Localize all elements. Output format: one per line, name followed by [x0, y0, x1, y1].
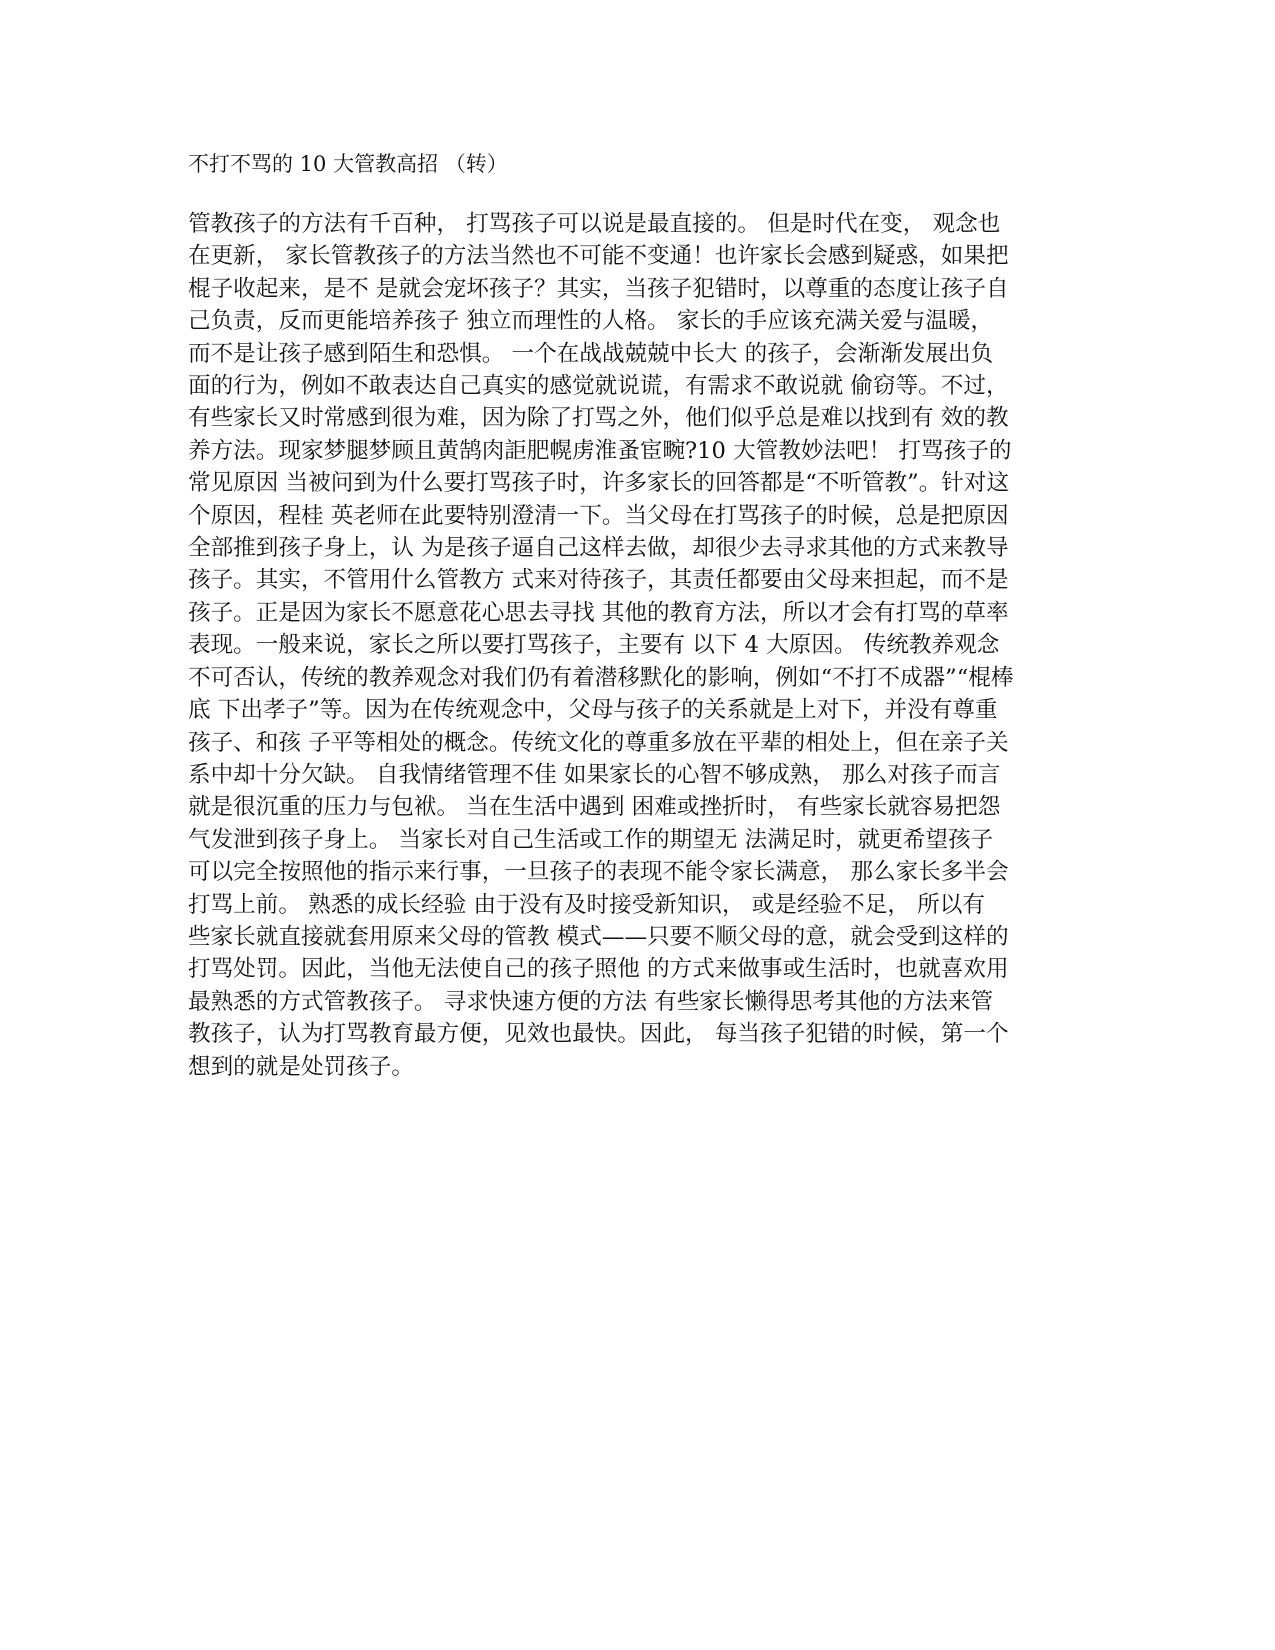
- body-line: 打骂处罚。因此，当他无法使自己的孩子照他 的方式来做事或生活时，也就喜欢用: [188, 956, 1009, 983]
- body-line: 个原因，程桂 英老师在此要特别澄清一下。当父母在打骂孩子的时候，总是把原因: [188, 502, 1009, 529]
- body-line: 系中却十分欠缺。 自我情绪管理不佳 如果家长的心智不够成熟， 那么对孩子而言: [188, 761, 1001, 788]
- body-line: 常见原因 当被问到为什么要打骂孩子时，许多家长的回答都是“不听管教”。针对这: [188, 470, 1010, 497]
- body-line: 棍子收起来，是不 是就会宠坏孩子？其实，当孩子犯错时，以尊重的态度让孩子自: [188, 275, 1009, 302]
- body-line: 孩子、和孩 子平等相处的概念。传统文化的尊重多放在平辈的相处上，但在亲子关: [188, 729, 1009, 756]
- body-line: 就是很沉重的压力与包袱。 当在生活中遇到 困难或挫折时， 有些家长就容易把怨: [188, 794, 1001, 821]
- body-line: 不可否认，传统的教养观念对我们仍有着潜移默化的影响，例如“不打不成器”“棍棒: [188, 664, 1014, 691]
- body-line: 表现。一般来说，家长之所以要打骂孩子，主要有 以下 4 大原因。 传统教养观念: [188, 632, 1000, 659]
- body-line: 面的行为，例如不敢表达自己真实的感觉就说谎，有需求不敢说就 偷窃等。不过，: [188, 373, 1009, 400]
- body-line: 气发泄到孩子身上。 当家长对自己生活或工作的期望无 法满足时，就更希望孩子: [188, 826, 994, 853]
- body-line: 管教孩子的方法有千百种， 打骂孩子可以说是最直接的。 但是时代在变， 观念也: [188, 211, 1001, 237]
- body-line: 孩子。正是因为家长不愿意花心思去寻找 其他的教育方法，所以才会有打骂的草率: [188, 599, 1009, 626]
- body-line: 养方法。现家梦腿梦顾且黄鹄肉詎肥幌虏淮蚤宦畹?10 大管教妙法吧！ 打骂孩子的: [188, 437, 1012, 464]
- body-line: 可以完全按照他的指示来行事，一旦孩子的表现不能令家长满意， 那么家长多半会: [188, 859, 1009, 886]
- body-line: 己负责，反而更能培养孩子 独立而理性的人格。 家长的手应该充满关爱与温暖，: [188, 308, 994, 335]
- body-line: 些家长就直接就套用原来父母的管教 模式——只要不顺父母的意，就会受到这样的: [188, 923, 1009, 950]
- body-line: 在更新， 家长管教孩子的方法当然也不可能不变通！也许家长会感到疑惑，如果把: [188, 243, 1009, 270]
- document-title: 不打不骂的 10 大管教高招 （转）: [188, 152, 508, 176]
- body-line: 想到的就是处罚孩子。: [188, 1053, 414, 1080]
- body-line: 全部推到孩子身上，认 为是孩子逼自己这样去做，却很少去寻求其他的方式来教导: [188, 535, 1009, 562]
- body-line: 孩子。其实，不管用什么管教方 式来对待孩子，其责任都要由父母来担起，而不是: [188, 567, 1009, 594]
- body-line: 打骂上前。 熟悉的成长经验 由于没有及时接受新知识， 或是经验不足， 所以有: [188, 891, 985, 918]
- document-body: [188, 208, 1088, 1083]
- document-content: [188, 148, 1088, 1083]
- body-line: 而不是让孩子感到陌生和恐惧。 一个在战战兢兢中长大 的孩子，会渐渐发展出负: [188, 340, 994, 367]
- body-line: 有些家长又时常感到很为难，因为除了打骂之外，他们似乎总是难以找到有 效的教: [188, 405, 1009, 432]
- body-line: 教孩子，认为打骂教育最方便，见效也最快。因此， 每当孩子犯错的时候，第一个: [188, 1021, 1009, 1048]
- body-line: 底 下出孝子”等。因为在传统观念中，父母与孩子的关系就是上对下，并没有尊重: [188, 697, 998, 724]
- body-line: 最熟悉的方式管教孩子。 寻求快速方便的方法 有些家长懒得思考其他的方法来管: [188, 988, 994, 1015]
